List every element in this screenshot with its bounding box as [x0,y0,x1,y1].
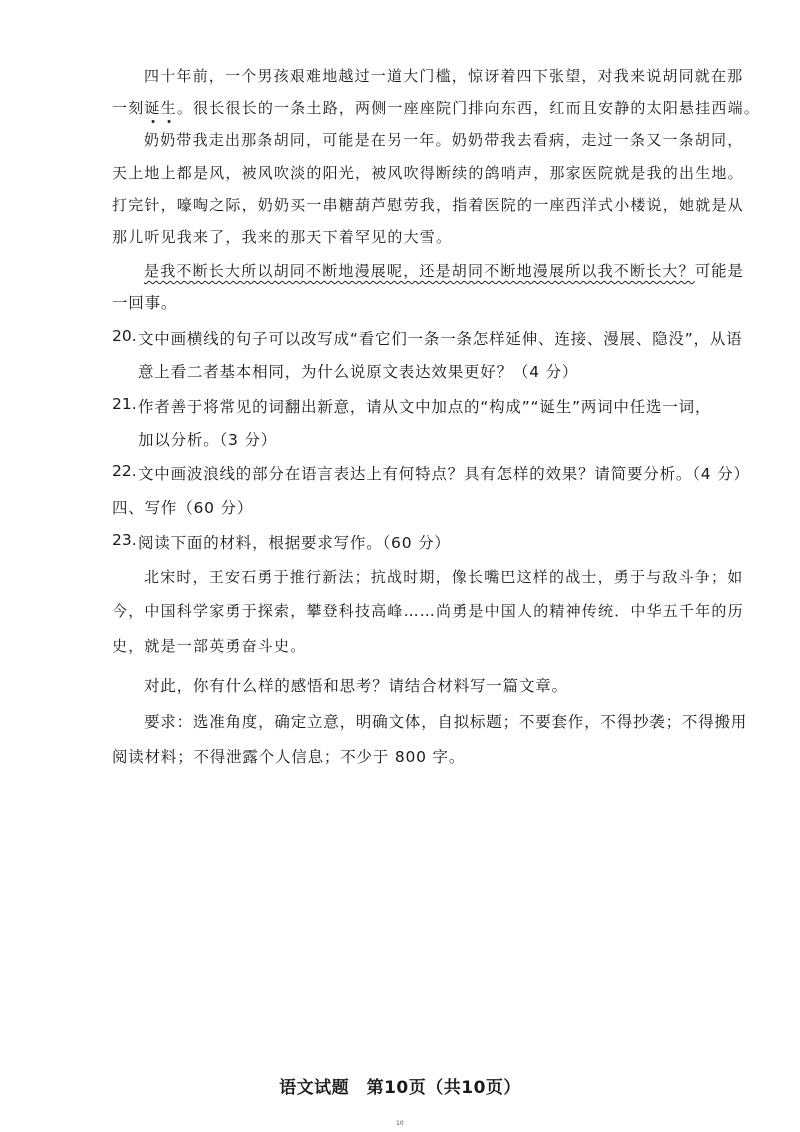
question-22-line1: 文中画波浪线的部分在语言表达上有何特点？具有怎样的效果？请简要分析。（4 分） [138,465,750,483]
question-23-number: 23. [112,531,137,549]
passage-p1-line2 [112,98,761,118]
question-20-line2: 意上看二者基本相同，为什么说原文表达效果更好？（4 分） [138,363,579,381]
passage-p1-line2-b: 。很长很长的一条土路，两侧一座座院门排向东西，红而且安静的太阳悬挂西端。 [176,99,761,117]
passage-p2-line1: 奶奶带我走出那条胡同，可能是在另一年。奶奶带我去看病，走过一条又一条胡同， [144,131,744,149]
dotted-char-sheng: 生 [160,99,177,117]
passage-p3-line1 [144,261,764,281]
writing-prompt: 对此，你有什么样的感悟和思考？请结合材料写一篇文章。 [144,677,568,695]
material-line3: 史，就是一部英勇奋斗史。 [112,637,307,655]
question-20-number: 20. [112,327,137,345]
passage-p2-line3: 打完针，嚎啕之际，奶奶买一串糖葫芦慰劳我，指着医院的一座西洋式小楼说，她就是从 [112,196,744,214]
question-20-line1: 文中画横线的句子可以改写成“看它们一条一条怎样延伸、连接、漫展、隐没”，从语 [138,330,743,348]
question-21-line1: 作者善于将常见的词翻出新意，请从文中加点的“构成”“诞生”两词中任选一词， [138,398,712,416]
page-mark: 10 [396,1120,404,1127]
question-23-text: 阅读下面的材料，根据要求写作。（60 分） [138,534,451,552]
question-22-number: 22. [112,462,137,480]
passage-p3-line2: 一回事。 [112,294,178,312]
passage-p2-line2: 天上地上都是风，被风吹淡的阳光，被风吹得断续的鸽哨声，那家医院就是我的出生地。 [112,164,744,182]
passage-p2-line4: 那儿听见我来了，我来的那天下着罕见的大雪。 [112,228,453,246]
requirements-line2: 阅读材料；不得泄露个人信息；不少于 800 字。 [112,748,466,766]
passage-p3-tail: 可能是 [694,262,744,280]
page-footer: 语文试题 第10页（共10页） [279,1078,521,1098]
question-21-number: 21. [112,395,137,413]
material-line1: 北宋时，王安石勇于推行新法；抗战时期，像长嘴巴这样的战士，勇于与敌斗争；如 [144,568,744,586]
passage-p1-line1: 四十年前，一个男孩艰难地越过一道大门槛，惊讶着四下张望，对我来说胡同就在那 [144,67,744,85]
material-line2: 今，中国科学家勇于探索，攀登科技高峰……尚勇是中国人的精神传统．中华五千年的历 [112,602,744,620]
dotted-char-dan: 诞 [144,99,161,117]
passage-p1-line2-a: 一刻 [112,99,145,117]
requirements-line1: 要求：选准角度，确定立意，明确文体，自拟标题；不要套作，不得抄袭；不得搬用 [144,713,748,731]
question-21-line2: 加以分析。（3 分） [138,431,278,449]
wavy-underlined-sentence: 是我不断长大所以胡同不断地漫展呢，还是胡同不断地漫展所以我不断长大？ [144,262,695,280]
section-4-heading: 四、写作（60 分） [112,499,254,517]
